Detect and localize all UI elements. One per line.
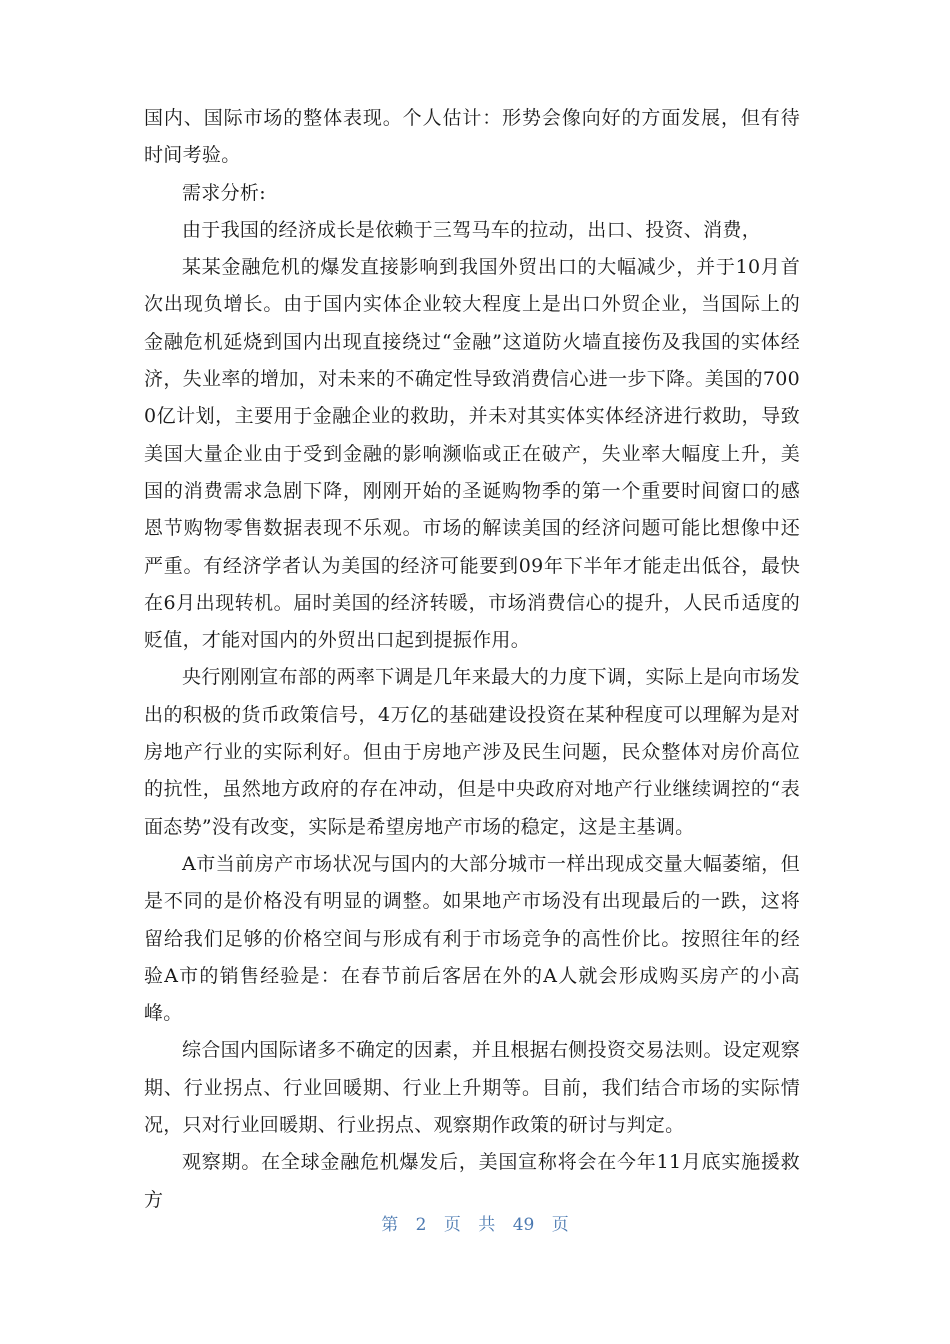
- footer-ye: 页: [443, 1215, 461, 1235]
- paragraph-city-market: A市当前房产市场状况与国内的大部分城市一样出现成交量大幅萎缩，但是不同的是价格没有明显的调整。如果地产市场没有出现最后的一跌，这将留给我们足够的价格空间与形成有利于市场竞争的高性价比。按照往年的经验A市的销售经验是：在春节前后客居在外的A人就会形成购买房产的小高峰。: [144, 852, 800, 1025]
- paragraph-central-bank: 央行刚刚宣布部的两率下调是几年来最大的力度下调，实际上是向市场发出的积极的货币政策信号，4万亿的基础建设投资在某种程度可以理解为是对房地产行业的实际利好。但由于房地产涉及民生问题，民众整体对房价高位的抗性，虽然地方政府的存在冲动，但是中央政府对地产行业继续调控的“表面态势”没有改变，实际是希望房地产市场的稳定，这是主基调。: [144, 666, 800, 838]
- footer-total-pages: 49: [512, 1215, 535, 1235]
- paragraph-observation-period: 观察期。在全球金融危机爆发后，美国宣称将会在今年11月底实施援救方: [144, 1151, 800, 1211]
- document-body: [144, 100, 800, 1219]
- footer-gong: 共: [478, 1215, 496, 1235]
- footer-current-page: 2: [415, 1215, 427, 1235]
- paragraph-demand-heading: 需求分析:: [182, 181, 266, 204]
- paragraph-financial-crisis: 某某金融危机的爆发直接影响到我国外贸出口的大幅减少，并于10月首次出现负增长。由于国内实体企业较大程度上是出口外贸企业，当国际上的金融危机延烧到国内出现直接绕过“金融”这道防火墙直接伤及我国的实体经济，失业率的增加，对未来的不确定性导致消费信心进一步下降。美国的7000亿计划，主要用于金融企业的救助，并未对其实体实体经济进行救助，导致美国大量企业由于受到金融的影响濒临或正在破产，失业率大幅度上升，美国的消费需求急剧下降，刚刚开始的圣诞购物季的第一个重要时间窗口的感恩节购物零售数据表现不乐观。市场的解读美国的经济问题可能比想像中还严重。有经济学者认为美国的经济可能要到09年下半年才能走出低谷，最快在6月出现转机。届时美国的经济转暖，市场消费信心的提升，人民币适度的贬值，才能对国内的外贸出口起到提振作用。: [144, 256, 800, 652]
- paragraph-three-drivers: 由于我国的经济成长是依赖于三驾马车的拉动，出口、投资、消费，: [182, 218, 762, 241]
- footer-ye2: 页: [551, 1215, 569, 1235]
- paragraph-summary: 综合国内国际诸多不确定的因素，并且根据右侧投资交易法则。设定观察期、行业拐点、行业回暖期、行业上升期等。目前，我们结合市场的实际情况，只对行业回暖期、行业拐点、观察期作政策的研讨与判定。: [144, 1039, 800, 1137]
- page-footer: [0, 1210, 950, 1235]
- footer-di: 第: [381, 1215, 399, 1235]
- paragraph-intro-continued: 国内、国际市场的整体表现。个人估计：形势会像向好的方面发展，但有待时间考验。: [144, 107, 800, 167]
